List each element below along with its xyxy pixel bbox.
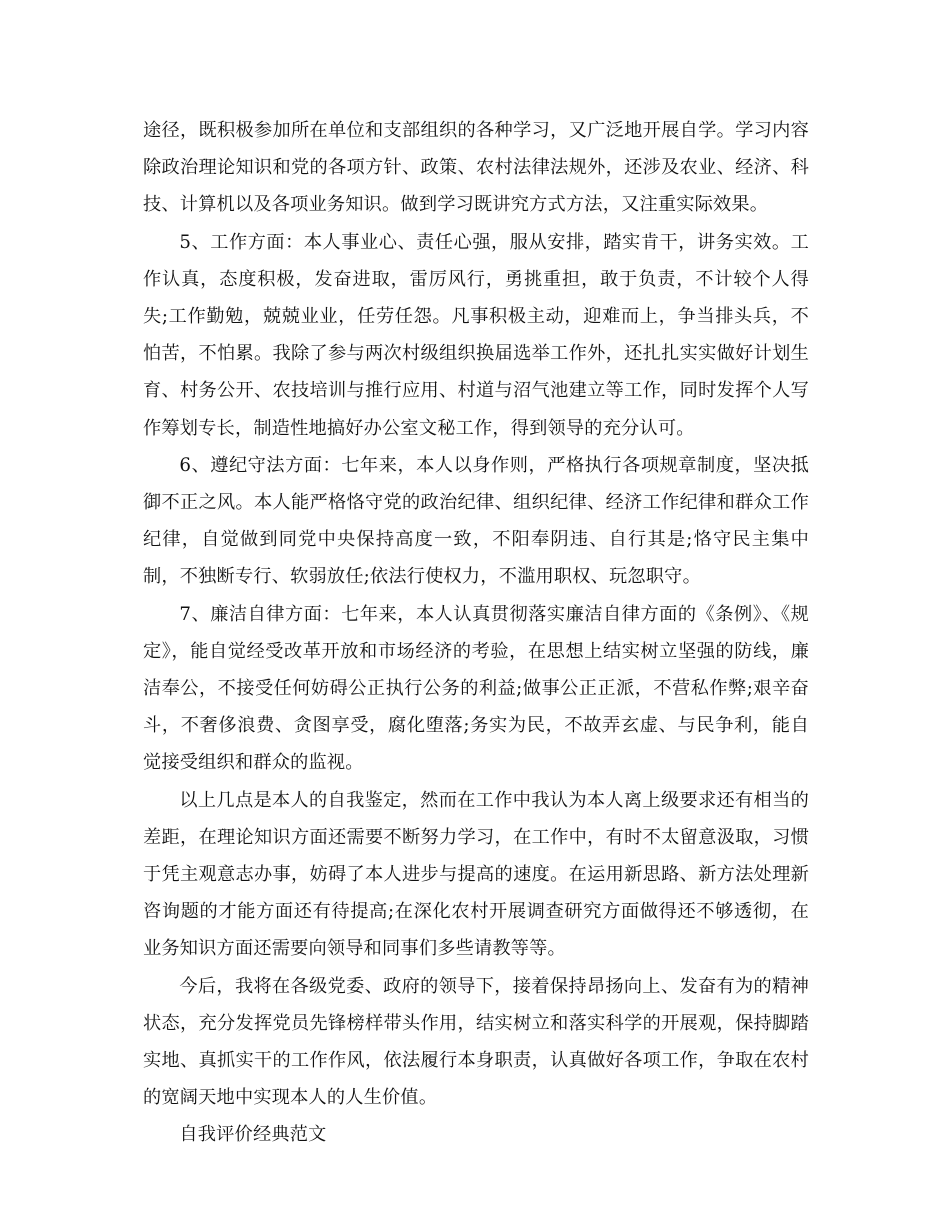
paragraph-shortcomings: 以上几点是本人的自我鉴定，然而在工作中我认为本人离上级要求还有相当的差距，在理论知识方面还需要不断努力学习，在工作中，有时不太留意汲取，习惯于凭主观意志办事，妨碍了本人进步与提高的速度。在运用新思路、新方法处理新咨询题的才能方面还有待提高;在深化农村开展调查研究方面做得还不够透彻，在业务知识方面还需要向领导和同事们多些请教等等。 [143, 789, 809, 960]
section-heading: 自我评价经典范文 [179, 1124, 327, 1146]
paragraph-future: 今后，我将在各级党委、政府的领导下，接着保持昂扬向上、发奋有为的精神状态，充分发挥党员先锋榜样带头作用，结实树立和落实科学的开展观，保持脚踏实地、真抓实干的工作作风，依法履行本身职责，认真做好各项工作，争取在农村的宽阔天地中实现本人的人生价值。 [143, 975, 809, 1109]
document-body [143, 112, 809, 1154]
paragraph-integrity: 7、廉洁自律方面：七年来，本人认真贯彻落实廉洁自律方面的《条例》、《规定》，能自觉经受改革开放和市场经济的考验，在思想上结实树立坚强的防线，廉洁奉公，不接受任何妨碍公正执行公务的利益;做事公正正派，不营私作弊;艰辛奋斗，不奢侈浪费、贪图享受，腐化堕落;务实为民，不故弄玄虚、与民争利，能自觉接受组织和群众的监视。 [143, 603, 809, 774]
paragraph-continuation: 途径，既积极参加所在单位和支部组织的各种学习，又广泛地开展自学。学习内容除政治理论知识和党的各项方针、政策、农村法律法规外，还涉及农业、经济、科技、计算机以及各项业务知识。做到学习既讲究方式方法，又注重实际效果。 [143, 120, 809, 216]
paragraph-discipline: 6、遵纪守法方面：七年来，本人以身作则，严格执行各项规章制度，坚决抵御不正之风。本人能严格恪守党的政治纪律、组织纪律、经济工作纪律和群众工作纪律，自觉做到同党中央保持高度一致，不阳奉阴违、自行其是;恪守民主集中制，不独断专行、软弱放任;依法行使权力，不滥用职权、玩忽职守。 [143, 454, 809, 588]
paragraph-work: 5、工作方面：本人事业心、责任心强，服从安排，踏实肯干，讲务实效。工作认真，态度积极，发奋进取，雷厉风行，勇挑重担，敢于负责，不计较个人得失;工作勤勉，兢兢业业，任劳任怨。凡事积极主动，迎难而上，争当排头兵，不怕苦，不怕累。我除了参与两次村级组织换届选举工作外，还扎扎实实做好计划生育、村务公开、农技培训与推行应用、村道与沼气池建立等工作，同时发挥个人写作筹划专长，制造性地搞好办公室文秘工作，得到领导的充分认可。 [143, 231, 809, 439]
